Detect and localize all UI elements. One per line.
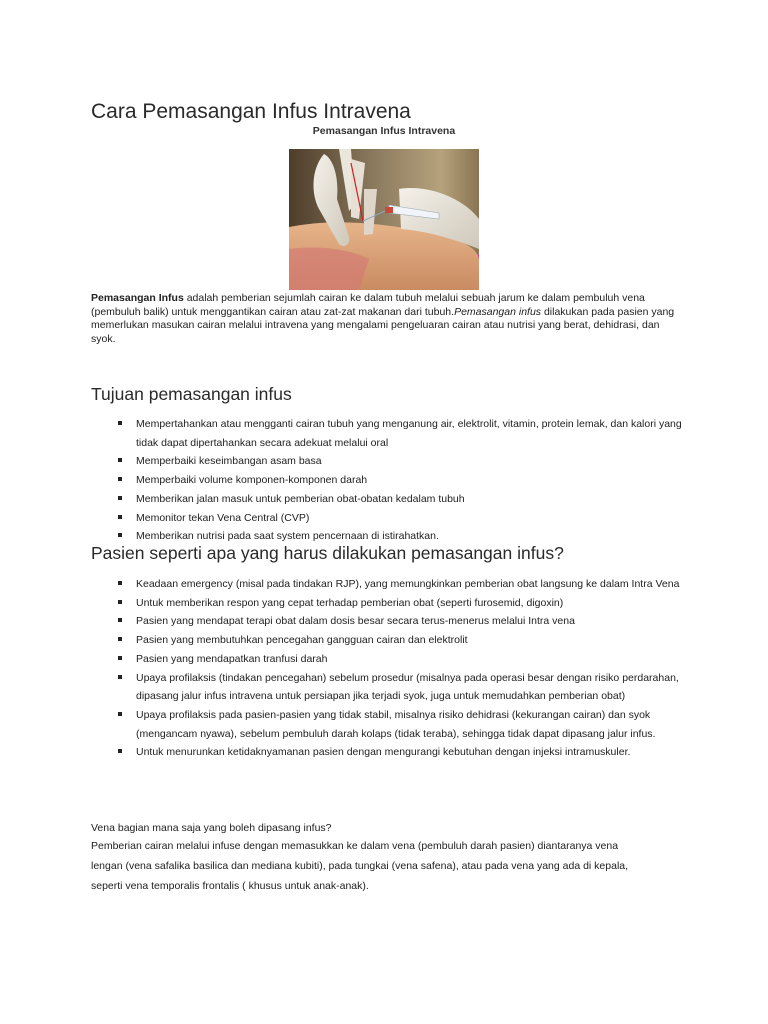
list-item: Upaya profilaksis (tindakan pencegahan) sebelum prosedur (misalnya pada operasi besar dengan risiko perdarahan, dipasang jalur infus intravena untuk persiapan jika terjadi syok, juga untuk memudahkan pemberian obat) [116,669,686,706]
closing-question: Vena bagian mana saja yang boleh dipasang infus? [91,822,332,834]
closing-line: Pemberian cairan melalui infuse dengan memasukkan ke dalam vena (pembuluh darah pasien) diantaranya vena [91,840,619,852]
intro-bold-term: Pemasangan Infus [91,292,184,304]
intro-text-2: dilakukan pada pasien yang memerlukan masukan cairan melalui intravena yang mengalami pengeluaran cairan atau nutrisi yang berat, dehidrasi, dan syok. [91,305,675,345]
intro-paragraph [91,292,681,346]
list-item: Memberikan jalan masuk untuk pemberian obat-obatan kedalam tubuh [116,490,686,509]
list-item: Upaya profilaksis pada pasien-pasien yang tidak stabil, misalnya risiko dehidrasi (kekurangan cairan) dan syok (mengancam nyawa), sebelum pembuluh darah kolaps (tidak teraba), sehingga tidak dapat dipasang jalur infus. [116,706,686,743]
iv-insertion-photo [289,149,479,290]
page-title: Cara Pemasangan Infus Intravena [91,100,411,123]
list-item: Memonitor tekan Vena Central (CVP) [116,509,686,528]
iv-insertion-illustration [289,149,479,290]
pasien-list [116,575,686,762]
list-item: Keadaan emergency (misal pada tindakan RJP), yang memungkinkan pemberian obat langsung ke dalam Intra Vena [116,575,686,594]
section-heading-pasien: Pasien seperti apa yang harus dilakukan pemasangan infus? [91,543,564,563]
list-item: Untuk menurunkan ketidaknyamanan pasien dengan mengurangi kebutuhan dengan injeksi intramuskuler. [116,743,686,762]
section-heading-tujuan: Tujuan pemasangan infus [91,384,292,404]
list-item: Memberikan nutrisi pada saat system pencernaan di istirahatkan. [116,527,686,546]
tujuan-list [116,415,686,546]
closing-paragraph [91,836,681,896]
figure-caption: Pemasangan Infus Intravena [312,125,456,137]
list-item: Memperbaiki keseimbangan asam basa [116,452,686,471]
list-item: Memperbaiki volume komponen-komponen darah [116,471,686,490]
list-item: Pasien yang mendapat terapi obat dalam dosis besar secara terus-menerus melalui Intra vena [116,612,686,631]
intro-italic-term: Pemasangan infus [454,305,542,318]
closing-line: seperti vena temporalis frontalis ( khusus untuk anak-anak). [91,880,369,892]
list-item: Pasien yang membutuhkan pencegahan gangguan cairan dan elektrolit [116,631,686,650]
closing-line: lengan (vena safalika basilica dan mediana kubiti), pada tungkai (vena safena), atau pada vena yang ada di kepala, [91,860,629,872]
intro-text-1: adalah pemberian sejumlah cairan ke dalam tubuh melalui sebuah jarum ke dalam pembuluh vena (pembuluh balik) untuk menggantikan cairan atau zat-zat makanan dari tubuh. [91,292,645,318]
list-item: Pasien yang mendapatkan tranfusi darah [116,650,686,669]
list-item: Mempertahankan atau mengganti cairan tubuh yang menganung air, elektrolit, vitamin, protein lemak, dan kalori yang tidak dapat dipertahankan secara adekuat melalui oral [116,415,686,452]
list-item: Untuk memberikan respon yang cepat terhadap pemberian obat (seperti furosemid, digoxin) [116,594,686,613]
